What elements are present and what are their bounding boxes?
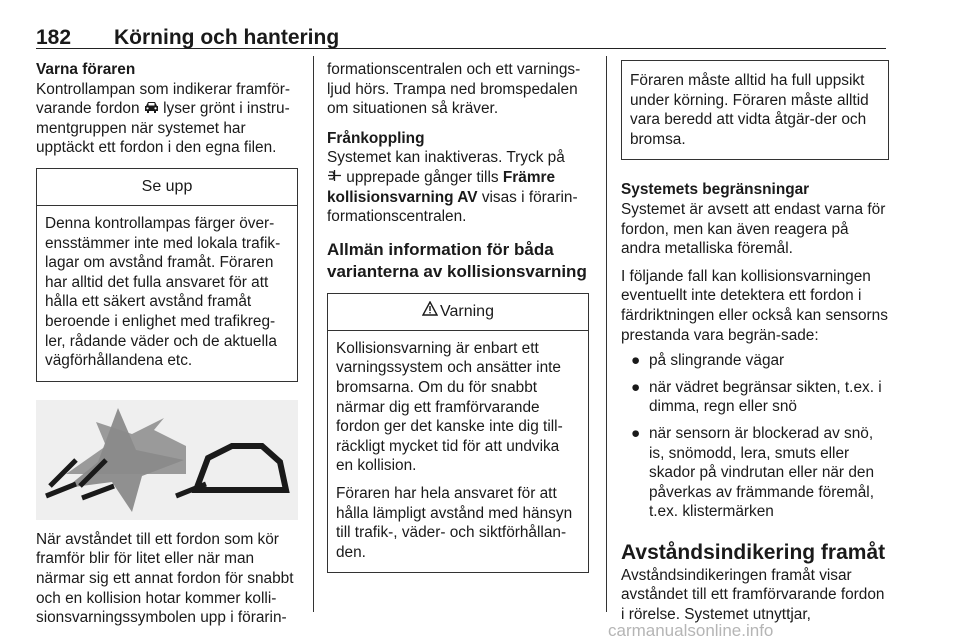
paragraph: Systemet är avsett att endast varna för fordon, men kan även reagera på andra metalliska föremål.	[621, 200, 886, 258]
text-span: upprepade gånger tills	[346, 168, 499, 186]
list-item: ● när vädret begränsar sikten, t.ex. i dimma, regn eller snö	[631, 378, 882, 416]
paragraph: I följande fall kan kollisionsvarningen eventuellt inte detektera ett fordon i färdriktningen eller också kan sensorns prestanda vara begrän-sade:	[621, 267, 888, 344]
warning-box	[327, 293, 589, 574]
steering-wheel-control-icon	[327, 169, 346, 186]
collision-warning-illustration	[36, 400, 298, 520]
warning-header	[328, 294, 588, 331]
warning-body	[328, 331, 588, 573]
column-divider	[313, 56, 314, 612]
section-heading: Varna föraren	[36, 61, 136, 78]
chapter-title: Körning och hantering	[114, 26, 340, 49]
warning-triangle-icon	[422, 301, 438, 322]
paragraph: När avståndet till ett fordon som kör framför blir för litet eller när man närmar sig ett annat fordon för snabbt och en kollision hotar kommer kolli-sionsvarningssymbolen upp i förarin-	[36, 530, 294, 627]
menu-item-name: Främre kollisionsvarning AV	[327, 168, 556, 206]
note-box	[621, 60, 889, 160]
text-span: Systemet kan inaktiveras. Tryck på	[327, 149, 565, 167]
car-front-icon	[144, 99, 159, 119]
text-span: Kontrollampan som indikerar framför-varande fordon	[36, 80, 291, 118]
list-item: ● när sensorn är blockerad av snö, is, snömodd, lera, smuts eller skador på vindrutan eller när den påverkas av främmande föremål, t.ex. klistermärken	[631, 424, 875, 521]
text-span: lyser grönt i instru-mentgruppen när systemet har upptäckt ett fordon i den egna filen.	[36, 100, 290, 157]
list-item: ● på slingrande vägar	[631, 352, 785, 370]
paragraph	[327, 148, 589, 226]
caution-text: Denna kontrollampas färger över-ensstämmer inte med lokala trafik-lagar om avstånd framåt. Föraren har alltid det fulla ansvaret för att hålla ett säkert avstånd framåt beroende i enlighet med trafikreg-ler, rådande väder och de aktuella vägförhållandena etc.	[45, 214, 281, 370]
column-divider	[606, 56, 607, 612]
limitations-list	[621, 351, 889, 522]
warning-text: Föraren har hela ansvaret för att hålla lämpligt avstånd med hänsyn till trafik-, väder- och siktförhållan-den.	[336, 484, 573, 561]
caution-title: Se upp	[37, 169, 297, 206]
sub-heading: Systemets begränsningar	[621, 181, 810, 199]
column-2	[327, 60, 589, 573]
section-heading: Avståndsindikering framåt	[621, 540, 886, 564]
watermark: carmanualsonline.info	[608, 621, 774, 640]
section-heading: Allmän information för båda varianterna av kollisionsvarning	[327, 239, 587, 281]
page-header	[36, 12, 886, 49]
caution-box	[36, 168, 298, 382]
list-item-text: på slingrande vägar	[649, 352, 785, 370]
paragraph: formationscentralen och ett varnings-ljud hörs. Trampa ned bromspedalen om situationen så kräver.	[327, 61, 581, 118]
sub-heading: Frånkoppling	[327, 129, 425, 147]
note-text: Föraren måste alltid ha full uppsikt under körning. Föraren måste alltid vara beredd att vidta åtgär-der och bromsa.	[630, 72, 869, 148]
list-item-text: när vädret begränsar sikten, t.ex. i dimma, regn eller snö	[649, 378, 882, 416]
paragraph: Avståndsindikeringen framåt visar avståndet till ett framförvarande fordon i rörelse. Systemet utnyttjar,	[621, 566, 885, 624]
warning-title: Varning	[440, 302, 494, 320]
list-item-text: när sensorn är blockerad av snö, is, snömodd, lera, smuts eller skador på vindrutan eller när den påverkas av främmande föremål, t.ex. klistermärken	[649, 424, 875, 521]
page-number: 182	[36, 26, 72, 49]
column-3	[621, 60, 889, 625]
warning-text: Kollisionsvarning är enbart ett varningssystem och ansätter inte bromsarna. Om du för snabbt närmar dig ett framförvarande fordon ger det kanske inte dig till-räckligt mycket tid för att undvika en kollision.	[336, 339, 563, 475]
column-1	[36, 60, 298, 628]
paragraph	[36, 80, 298, 158]
text-span: visas i förarin-formationscentralen.	[327, 188, 578, 226]
